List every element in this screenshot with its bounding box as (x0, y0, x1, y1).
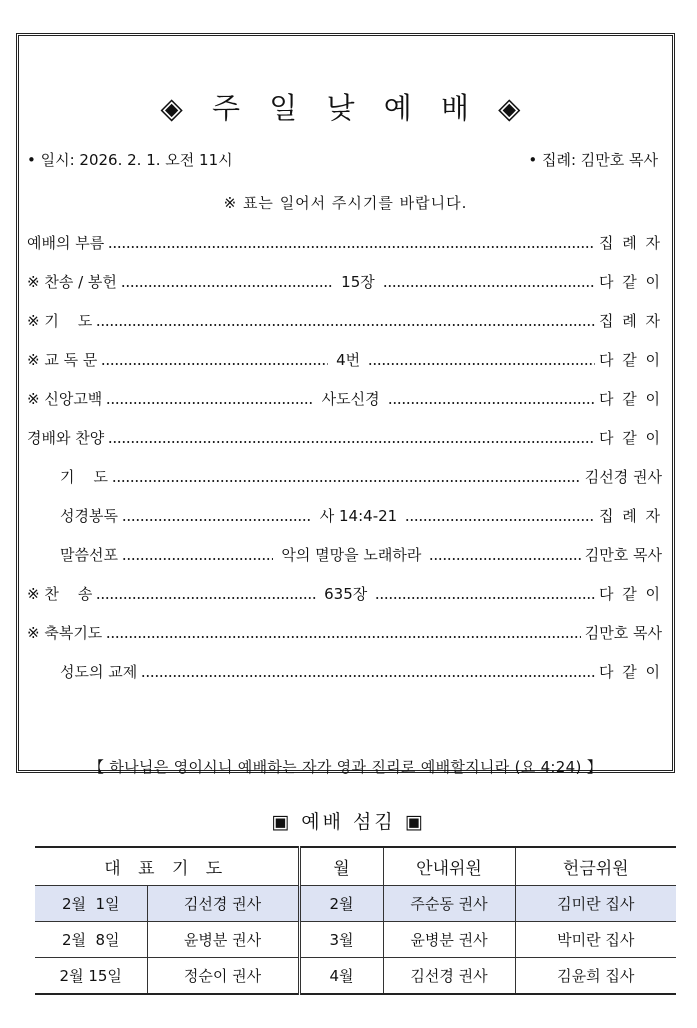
order-leader: 김선경 권사 (584, 467, 662, 486)
order-leader: 집 례 자 (598, 311, 662, 330)
order-label: ※ 기 도 (27, 311, 93, 330)
service-table (35, 846, 676, 995)
order-leader: 다 같 이 (599, 272, 663, 291)
prayer-date: 2월 1일 (35, 886, 147, 922)
order-row-creed (27, 387, 662, 409)
order-detail: 15장 (341, 272, 375, 291)
order-label: ※ 축복기도 (27, 623, 103, 642)
dot-leader (383, 270, 595, 292)
order-label: ※ 찬송 / 봉헌 (27, 272, 117, 291)
month: 2월 (299, 886, 383, 922)
dot-leader (388, 387, 595, 409)
month: 4월 (299, 958, 383, 995)
order-row-closing-hymn (27, 582, 662, 604)
header-prayer: 대 표 기 도 (35, 847, 299, 886)
order-label: 성경봉독 (60, 506, 118, 525)
order-row-benediction (27, 621, 662, 643)
order-leader: 김만호 목사 (584, 545, 663, 564)
order-label: ※ 찬 송 (27, 584, 93, 603)
worship-datetime: • 일시: 2026. 2. 1. 오전 11시 (27, 151, 233, 169)
dot-leader (375, 582, 595, 604)
scripture-verse: 【 하나님은 영이시니 예배하는 자가 영과 진리로 예배할지니라 (요 4:24) 】 (88, 758, 602, 776)
order-row-sermon (60, 543, 662, 565)
order-leader: 다 같 이 (598, 662, 662, 681)
order-row-praise (27, 426, 662, 448)
worship-title: ◈ 주 일 낮 예 배 ◈ (160, 91, 531, 125)
dot-leader (429, 543, 580, 565)
order-row-pastoral-prayer (60, 465, 662, 487)
worship-presider: • 집례: 김만호 목사 (528, 151, 658, 169)
order-row-prayer (27, 309, 662, 331)
order-detail: 4번 (336, 350, 361, 369)
order-row-responsive-reading (27, 348, 662, 370)
dot-leader (405, 504, 595, 526)
order-leader: 다 같 이 (598, 584, 662, 603)
offering-steward: 김윤희 집사 (515, 958, 676, 995)
order-leader: 다 같 이 (598, 350, 662, 369)
dot-leader (112, 465, 581, 487)
dot-leader (122, 504, 312, 526)
dot-leader (101, 348, 328, 370)
dot-leader (106, 387, 313, 409)
order-label: ※ 교 독 문 (27, 350, 98, 369)
prayer-date: 2월 8일 (35, 922, 147, 958)
dot-leader (141, 660, 595, 682)
order-detail: 악의 멸망을 노래하라 (281, 545, 422, 564)
dot-leader (368, 348, 595, 370)
order-detail: 635장 (324, 584, 368, 603)
order-row-fellowship (60, 660, 662, 682)
service-title: ▣ 예배 섬김 ▣ (271, 811, 426, 833)
prayer-leader: 정순이 권사 (147, 958, 299, 995)
usher: 주순동 권사 (383, 886, 515, 922)
dot-leader (106, 621, 580, 643)
order-label: 경배와 찬양 (27, 428, 105, 447)
order-detail: 사도신경 (321, 389, 380, 408)
order-label: ※ 신앙고백 (27, 389, 103, 408)
header-month: 월 (299, 847, 383, 886)
prayer-date: 2월 15일 (35, 958, 147, 995)
order-label: 예배의 부름 (27, 233, 105, 252)
order-label: 성도의 교제 (60, 662, 138, 681)
month: 3월 (299, 922, 383, 958)
dot-leader (122, 543, 273, 565)
prayer-leader: 김선경 권사 (147, 886, 299, 922)
order-label: 기 도 (60, 467, 109, 486)
order-label: 말씀선포 (60, 545, 118, 564)
header-usher: 안내위원 (383, 847, 515, 886)
offering-steward: 박미란 집사 (515, 922, 676, 958)
usher: 윤병분 권사 (383, 922, 515, 958)
standing-notice: ※ 표는 일어서 주시기를 바랍니다. (223, 194, 468, 212)
dot-leader (108, 231, 595, 253)
header-offering: 헌금위원 (515, 847, 676, 886)
order-leader: 집 례 자 (598, 233, 662, 252)
order-leader: 김만호 목사 (584, 623, 662, 642)
order-row-hymn-offering (27, 270, 662, 292)
prayer-leader: 윤병분 권사 (147, 922, 299, 958)
usher: 김선경 권사 (383, 958, 515, 995)
order-leader: 다 같 이 (598, 428, 662, 447)
table-row (35, 922, 676, 958)
dot-leader (108, 426, 595, 448)
dot-leader (121, 270, 333, 292)
dot-leader (96, 582, 316, 604)
dot-leader (96, 309, 595, 331)
offering-steward: 김미란 집사 (515, 886, 676, 922)
order-detail: 사 14:4-21 (319, 506, 398, 525)
order-row-scripture (60, 504, 662, 526)
order-row-call (27, 231, 662, 253)
service-header-row (35, 847, 676, 886)
worship-order-frame (16, 33, 675, 776)
order-leader: 집 례 자 (598, 506, 662, 525)
table-row (35, 886, 676, 922)
order-leader: 다 같 이 (598, 389, 662, 408)
table-row (35, 958, 676, 995)
